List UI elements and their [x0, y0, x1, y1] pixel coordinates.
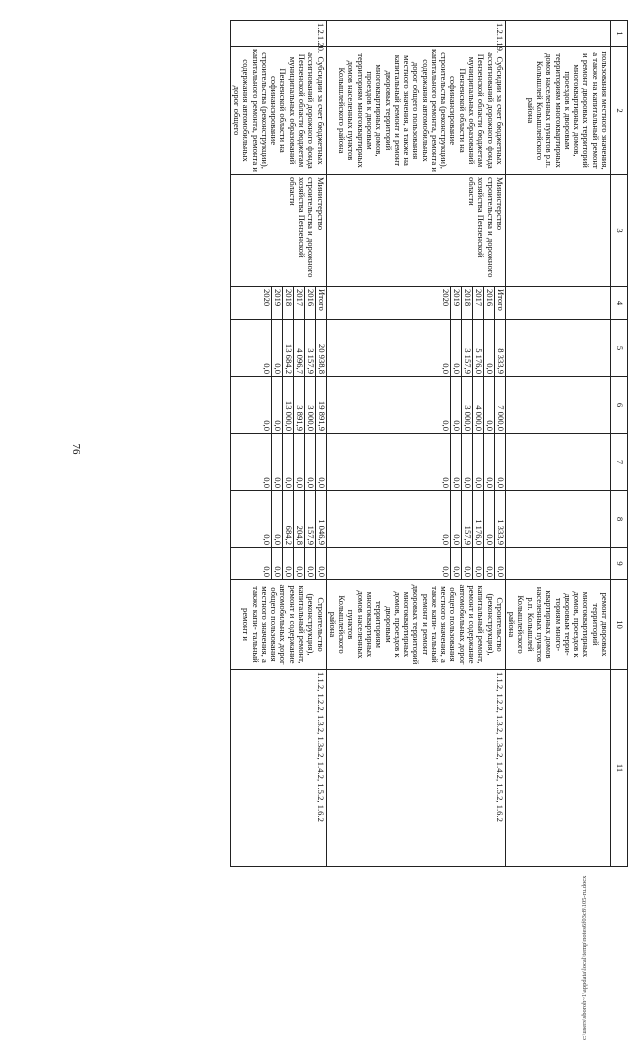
year-column	[326, 287, 505, 320]
total-funding-value: 0,0	[261, 363, 272, 374]
year-value: Итого	[494, 287, 505, 319]
row-number: 1.2.1.20.	[230, 21, 326, 47]
year-value: Итого	[315, 287, 326, 319]
local-funding-value: 684,2	[282, 491, 293, 547]
local-funding-column	[326, 491, 505, 548]
local-funding-value: 0,0	[261, 534, 272, 545]
other-funding-column	[326, 548, 505, 580]
federal-funding-value: 0,0	[271, 434, 282, 490]
regional-funding-value: 0,0	[483, 377, 494, 433]
federal-funding-column	[326, 434, 505, 491]
total-funding-value: 0,0	[450, 320, 461, 376]
total-funding-value: 3 157,9	[461, 320, 472, 376]
table-wrapper	[96, 20, 628, 866]
local-funding-value: 1 333,9	[494, 491, 505, 547]
regional-funding-value: 7 000,0	[494, 377, 505, 433]
year-value: 2019	[450, 287, 461, 319]
regional-funding-value: 0,0	[440, 420, 451, 431]
federal-funding-value: 0,0	[304, 434, 315, 490]
regional-funding-value: 0,0	[261, 420, 272, 431]
header-cell: 4	[611, 287, 628, 320]
other-funding-value: 0,0	[261, 566, 272, 577]
federal-funding-value: 0,0	[261, 477, 272, 488]
year-value: 2020	[440, 289, 451, 307]
federal-funding-value: 0,0	[494, 434, 505, 490]
header-cell: 3	[611, 175, 628, 287]
row-indicators: 1.1.2, 1.2.2, 1.3.2, 1.3а.2, 1.4.2, 1.5.2, 1.6.2	[230, 670, 326, 867]
federal-funding-value: 0,0	[282, 434, 293, 490]
local-funding-value: 204,8	[293, 491, 304, 547]
federal-funding-value: 0,0	[440, 477, 451, 488]
total-funding-value: 5 176,0	[472, 320, 483, 376]
year-value: 2018	[461, 287, 472, 319]
local-funding-value: 0,0	[440, 534, 451, 545]
total-funding-value: 0,0	[440, 363, 451, 374]
continuation-row	[505, 21, 610, 867]
regional-funding-value: 13 000,0	[282, 377, 293, 433]
other-funding-value: 0,0	[494, 548, 505, 579]
other-funding-value: 0,0	[450, 548, 461, 579]
local-funding-value: 157,9	[461, 491, 472, 547]
continuation-result: ремонт дворовых территорий многоквартирных домов, проездов к дворовым терри- ториям много- квартирных домов населенных пунктов р.п. Колышлей Колышлейского района	[505, 580, 610, 670]
year-value: 2016	[304, 287, 315, 319]
local-funding-value: 1 176,0	[472, 491, 483, 547]
regional-funding-value: 3 000,0	[461, 377, 472, 433]
total-funding-value: 0,0	[271, 320, 282, 376]
federal-funding-value: 0,0	[450, 434, 461, 490]
table-row	[230, 21, 326, 867]
regional-funding-value: 4 000,0	[472, 377, 483, 433]
row-result: Строительство (реконструкция), капитальный ремонт, ремонт и содержание автомобильных дорог общего пользования местного значения, а также капи- тальный ремонт и	[230, 580, 326, 670]
other-funding-value: 0,0	[282, 548, 293, 579]
total-funding-value: 20 938,8	[315, 320, 326, 376]
year-value: 2016	[483, 287, 494, 319]
regional-funding-column	[230, 377, 326, 434]
total-funding-value: 3 157,9	[304, 320, 315, 376]
year-value: 2019	[271, 287, 282, 319]
local-funding-value: 0,0	[483, 491, 494, 547]
federal-funding-value: 0,0	[293, 434, 304, 490]
header-cell: 8	[611, 491, 628, 548]
year-value: 2018	[282, 287, 293, 319]
header-cell: 11	[611, 670, 628, 867]
local-funding-value: 0,0	[271, 491, 282, 547]
year-column	[230, 287, 326, 320]
regional-funding-column	[326, 377, 505, 434]
header-cell: 9	[611, 548, 628, 580]
federal-funding-column	[230, 434, 326, 491]
regional-funding-value: 3 891,9	[293, 377, 304, 433]
total-funding-value: 13 684,2	[282, 320, 293, 376]
other-funding-value: 0,0	[293, 548, 304, 579]
total-funding-column	[326, 320, 505, 377]
row-description: Субсидии за счет бюджетных ассигнований дорожного фонда Пензенской области бюджетам муниципальных образований Пензенской области на софинансирование строительства (реконструкции), капитального ремонта, ремонта и содержания автомобильных дорог общего пользования местного значения, а также на капитальный ремонт и ремонт дворовых территорий многоквартирных домов, проездов к дворовым территориям многоквартирных домов населенных пунктов Колышлейского района	[326, 47, 505, 175]
header-cell: 5	[611, 320, 628, 377]
program-table	[230, 20, 628, 867]
federal-funding-value: 0,0	[461, 434, 472, 490]
row-executor: Министерство строительства и дорожного хозяйства Пензенской области	[326, 175, 505, 287]
other-funding-value: 0,0	[472, 548, 483, 579]
regional-funding-value: 0,0	[450, 377, 461, 433]
year-value: 2020	[261, 289, 272, 307]
header-cell: 2	[611, 47, 628, 175]
regional-funding-value: 0,0	[271, 377, 282, 433]
other-funding-value: 0,0	[315, 548, 326, 579]
header-cell: 10	[611, 580, 628, 670]
total-funding-value: 8 333,9	[494, 320, 505, 376]
header-cell: 6	[611, 377, 628, 434]
row-number: 1.2.1.19.	[326, 21, 505, 47]
other-funding-value: 0,0	[304, 548, 315, 579]
continuation-description: пользования местного значения, а также на капитальный ремонт и ремонт дворовых территорий многоквартирных домов, проездов к дворовым территориям многоквартирных домов населенных пунктов р.п. Колышлей Колышлейского района	[505, 47, 610, 175]
total-funding-value: 4 096,7	[293, 320, 304, 376]
regional-funding-value: 3 000,0	[304, 377, 315, 433]
other-funding-value: 0,0	[440, 566, 451, 577]
footer-path: c:\users\sboroh~1\appdata\local\temp\notes6f03c8\105-ru.docx	[581, 875, 588, 1040]
regional-funding-value: 19 891,9	[315, 377, 326, 433]
local-funding-value: 157,9	[304, 491, 315, 547]
header-row	[611, 21, 628, 867]
year-value: 2017	[472, 287, 483, 319]
local-funding-column	[230, 491, 326, 548]
total-funding-column	[230, 320, 326, 377]
federal-funding-value: 0,0	[315, 434, 326, 490]
other-funding-value: 0,0	[271, 548, 282, 579]
year-value: 2017	[293, 287, 304, 319]
rotated-table-region	[96, 20, 628, 866]
other-funding-value: 0,0	[461, 548, 472, 579]
other-funding-value: 0,0	[483, 548, 494, 579]
header-cell: 7	[611, 434, 628, 491]
federal-funding-value: 0,0	[483, 434, 494, 490]
header-cell: 1	[611, 21, 628, 47]
federal-funding-value: 0,0	[472, 434, 483, 490]
row-description: Субсидии за счет бюджетных ассигнований дорожного фонда Пензенской области бюджетам муниципальных образований Пензенской области на софинансирование строительства (реконструкции), капитального ремонта, ремонта и содержания автомобильных дорог общего	[230, 47, 326, 175]
total-funding-value: 0,0	[483, 320, 494, 376]
table-row	[326, 21, 505, 867]
row-executor: Министерство строительства и дорожного хозяйства Пензенской области	[230, 175, 326, 287]
local-funding-value: 1 046,9	[315, 491, 326, 547]
row-result: Строительство (реконструкция), капитальный ремонт, ремонт и содержание автомобильных дорог общего пользования местного значения, а также капи- тальный ремонт и ремонт дворовых территорий многоквартирных домов, проездов к дворовым территориям многоквартирных домов населенных пунктов Колышлейского района	[326, 580, 505, 670]
row-indicators: 1.1.2, 1.2.2, 1.3.2, 1.3а.2, 1.4.2, 1.5.2, 1.6.2	[326, 670, 505, 867]
page-number: 76	[70, 443, 82, 455]
local-funding-value: 0,0	[450, 491, 461, 547]
other-funding-column	[230, 548, 326, 580]
